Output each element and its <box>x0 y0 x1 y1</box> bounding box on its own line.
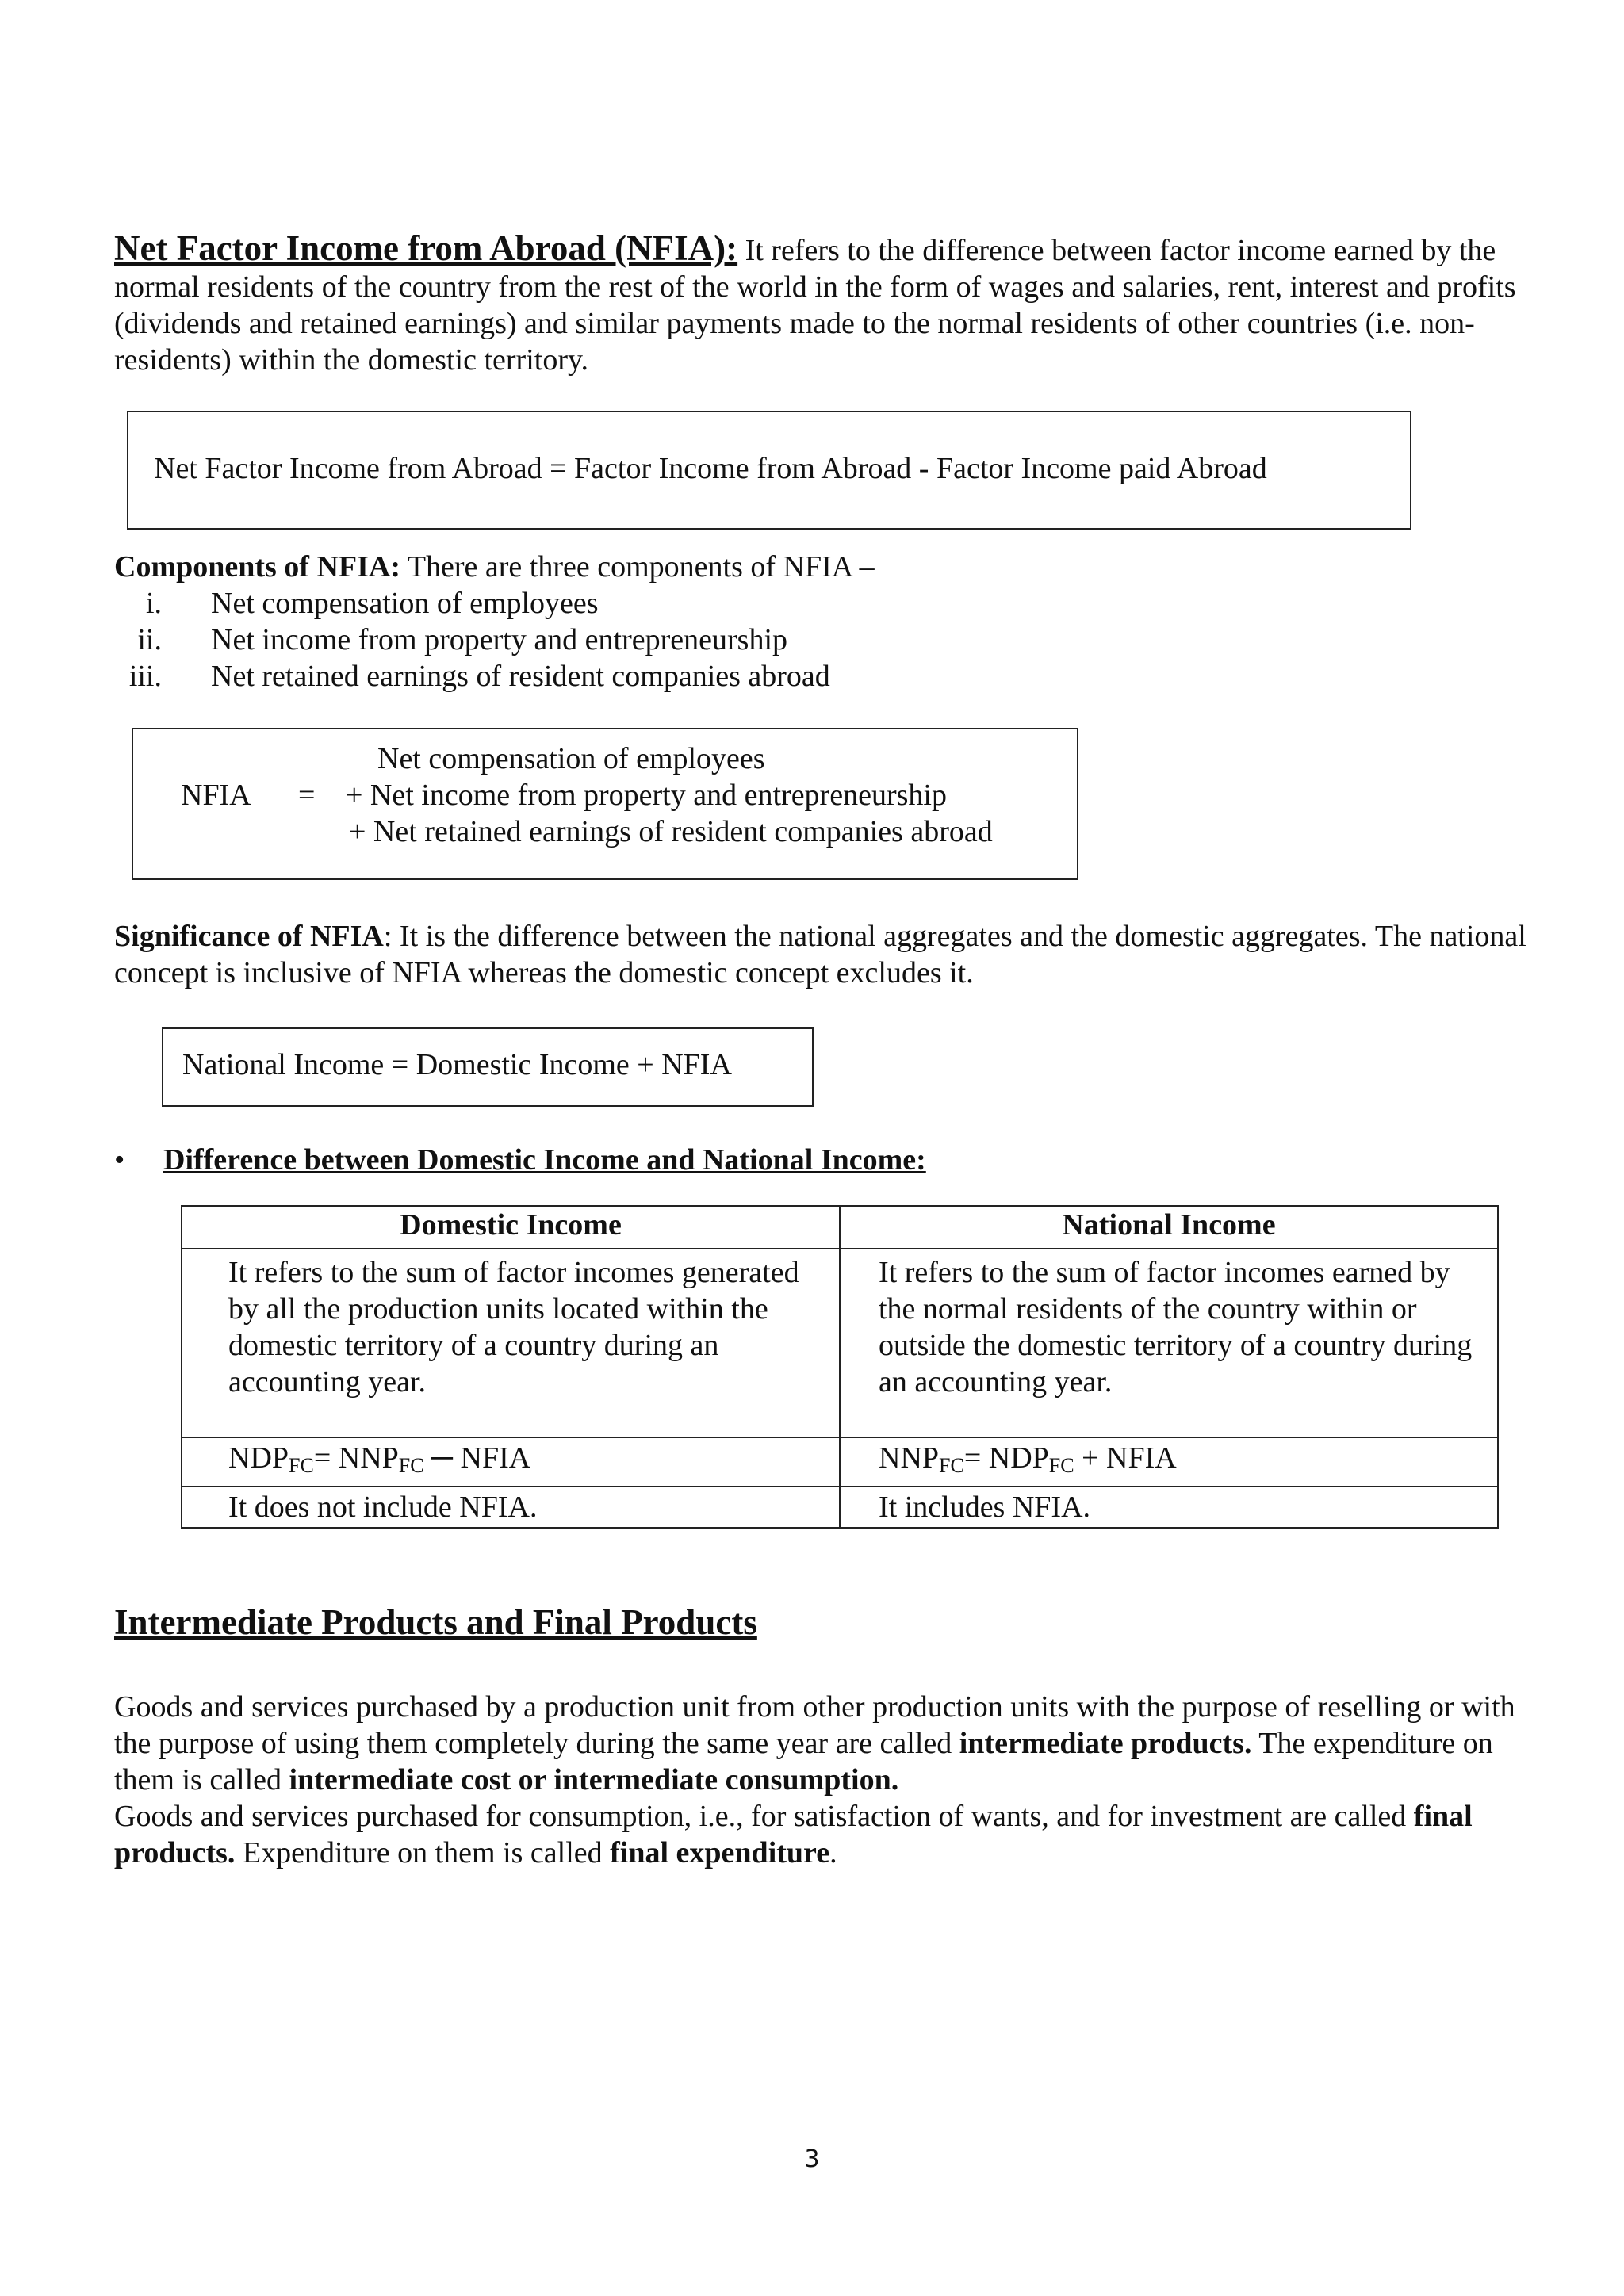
nfia-formula-text: Net Factor Income from Abroad = Factor Income from Abroad - Factor Income paid Abroad <box>154 452 1267 485</box>
table-header-row <box>182 1206 1498 1249</box>
list-item <box>114 658 1542 695</box>
comparison-table <box>181 1205 1499 1529</box>
table-row <box>182 1249 1498 1437</box>
formula-part: + NFIA <box>1074 1441 1177 1475</box>
formula-subscript: FC <box>289 1454 314 1477</box>
text-span: Goods and services purchased by a production unit from other production units with the purpose of reselling or with the purpose of using them completely during the same year are called <box>114 1690 1515 1760</box>
significance-paragraph <box>114 918 1542 991</box>
nfia-formula-box <box>127 411 1411 530</box>
formula-line-3: + Net retained earnings of resident companies abroad <box>349 815 993 848</box>
formula-subscript: FC <box>1048 1454 1074 1477</box>
formula-subscript: FC <box>939 1454 964 1477</box>
formula-part: NNP <box>879 1441 940 1475</box>
list-item-text: Net retained earnings of resident companies abroad <box>211 660 830 693</box>
formula-part: ─ NFIA <box>423 1441 531 1475</box>
list-item-text: Net income from property and entrepreneurship <box>211 623 788 656</box>
significance-heading: Significance of NFIA <box>114 920 384 953</box>
list-item-text: Net compensation of employees <box>211 587 599 620</box>
difference-heading <box>114 1142 1542 1178</box>
formula-equals: = <box>298 779 316 812</box>
text-span: . <box>829 1836 837 1869</box>
components-intro: There are three components of NFIA – <box>400 550 875 584</box>
national-income-formula-text: National Income = Domestic Income + NFIA <box>182 1048 732 1081</box>
nfia-definition-paragraph <box>114 230 1542 378</box>
bold-term: intermediate cost or intermediate consumption. <box>289 1763 899 1797</box>
bullet-icon: • <box>114 1143 125 1177</box>
table-header-domestic: Domestic Income <box>182 1206 840 1249</box>
difference-title: Difference between Domestic Income and National Income: <box>163 1143 926 1177</box>
formula-line-2: + Net income from property and entrepreneurship <box>346 779 947 812</box>
table-row <box>182 1487 1498 1528</box>
bold-term: final products. <box>114 1800 1473 1869</box>
formula-part: NDP <box>228 1441 289 1475</box>
table-cell <box>840 1437 1498 1487</box>
formula-part: = NNP <box>313 1441 399 1475</box>
components-section <box>114 549 1542 695</box>
list-item <box>114 585 1542 622</box>
intermediate-body <box>114 1689 1557 1871</box>
table-row <box>182 1437 1498 1487</box>
page-number: 3 <box>804 2145 820 2173</box>
bold-term: intermediate products. <box>959 1727 1252 1760</box>
nfia-definition-text: It refers to the difference between factor income earned by the normal residents of the country from the rest of the world in the form of wages and salaries, rent, interest and profits (dividends and retained earnings) and similar payments made to the normal residents of other countries (i.e. non-residents) within the domestic territory. <box>114 234 1516 377</box>
table-cell: It refers to the sum of factor incomes generated by all the production units located within the domestic territory of a country during an accounting year. <box>182 1249 840 1437</box>
text-span: Expenditure on them is called <box>235 1836 611 1869</box>
formula-lhs: NFIA <box>181 779 251 812</box>
list-item-number: iii. <box>128 660 162 693</box>
bold-term: final expenditure <box>610 1836 830 1869</box>
table-cell: It does not include NFIA. <box>182 1487 840 1528</box>
intermediate-paragraph-1 <box>114 1689 1557 1798</box>
list-item-number: i. <box>145 587 162 620</box>
nfia-components-formula-box <box>132 728 1078 880</box>
components-heading-line <box>114 549 1542 585</box>
formula-subscript: FC <box>398 1454 424 1477</box>
text-span: The expenditure on them is called <box>114 1727 1493 1797</box>
table-header-national: National Income <box>840 1206 1498 1249</box>
list-item-number: ii. <box>137 623 162 656</box>
significance-text: : It is the difference between the national aggregates and the domestic aggregates. The national concept is inclusive of NFIA whereas the domestic concept excludes it. <box>114 920 1526 989</box>
text-span: Goods and services purchased for consumption, i.e., for satisfaction of wants, and for investment are called <box>114 1800 1414 1833</box>
nfia-heading: Net Factor Income from Abroad (NFIA): <box>114 228 738 268</box>
table-cell <box>182 1437 840 1487</box>
table-cell: It refers to the sum of factor incomes earned by the normal residents of the country within or outside the domestic territory of a country during an accounting year. <box>840 1249 1498 1437</box>
formula-part: = NDP <box>963 1441 1049 1475</box>
table-cell: It includes NFIA. <box>840 1487 1498 1528</box>
components-heading: Components of NFIA: <box>114 550 400 584</box>
intermediate-heading: Intermediate Products and Final Products <box>114 1602 757 1642</box>
formula-line-1: Net compensation of employees <box>377 742 765 775</box>
intermediate-paragraph-2 <box>114 1798 1557 1871</box>
national-income-formula-box <box>162 1027 814 1107</box>
list-item <box>114 622 1542 658</box>
